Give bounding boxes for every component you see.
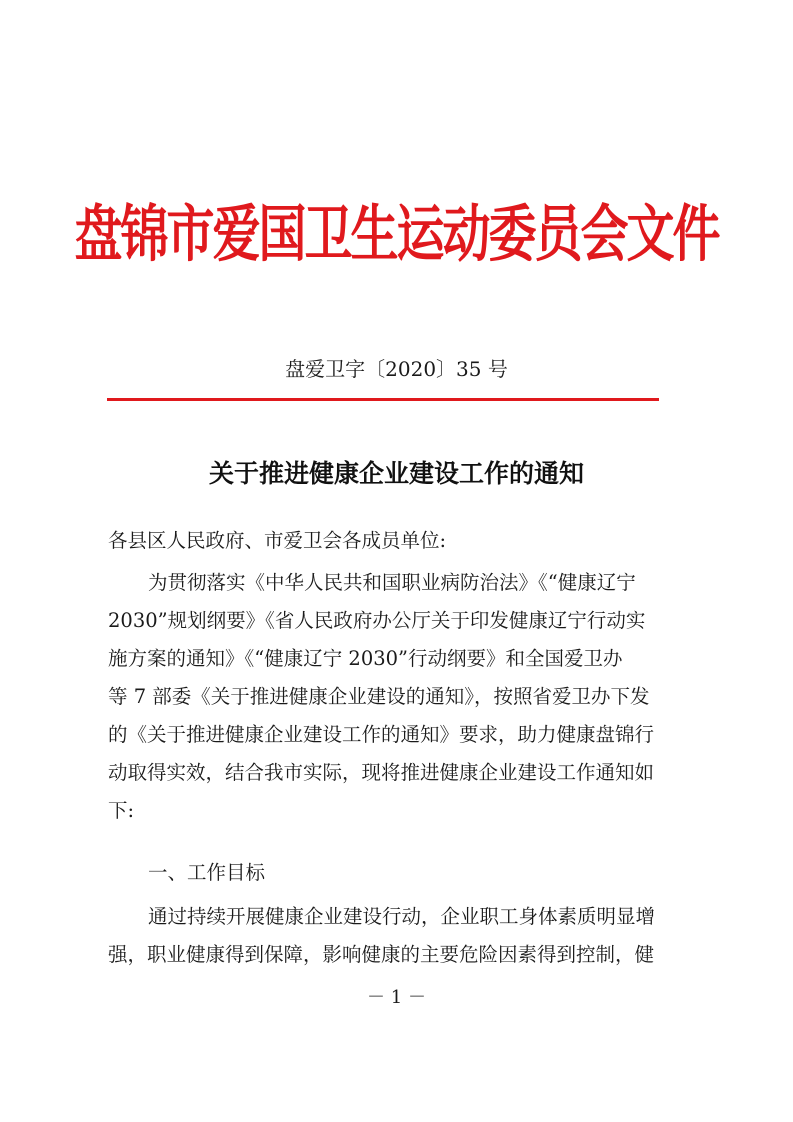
document-title: 关于推进健康企业建设工作的通知: [208, 459, 584, 488]
paragraph-line: 强，职业健康得到保障，影响健康的主要危险因素得到控制，健: [108, 943, 655, 966]
paragraph-line: 施方案的通知》《“健康辽宁 2030”行动纲要》和全国爱卫办: [108, 647, 623, 670]
document-number: 盘爱卫字〔2020〕35 号: [285, 357, 508, 381]
paragraph-intro: [108, 566, 696, 832]
paragraph-line: 下:: [108, 799, 135, 822]
addressee-line: 各县区人民政府、市爱卫会各成员单位:: [108, 529, 447, 552]
paragraph-line: 2030”规划纲要》《省人民政府办公厅关于印发健康辽宁行动实: [108, 609, 646, 632]
masthead-title: 盘锦市爱国卫生运动委员会文件: [74, 198, 719, 271]
section-heading-goals: 一、工作目标: [148, 861, 266, 884]
paragraph-line: 等 7 部委《关于推进健康企业建设的通知》，按照省爱卫办下发: [108, 685, 650, 708]
paragraph-line: 为贯彻落实《中华人民共和国职业病防治法》《“健康辽宁: [148, 571, 636, 594]
paragraph-line: 通过持续开展健康企业建设行动，企业职工身体素质明显增: [148, 905, 656, 928]
paragraph-line: 的《关于推进健康企业建设工作的通知》要求，助力健康盘锦行: [108, 723, 655, 746]
paragraph-goals: [108, 900, 696, 976]
paragraph-line: 动取得实效，结合我市实际，现将推进健康企业建设工作通知如: [108, 761, 655, 784]
red-divider-rule: [107, 398, 659, 401]
page-number: － 1 －: [367, 987, 426, 1008]
